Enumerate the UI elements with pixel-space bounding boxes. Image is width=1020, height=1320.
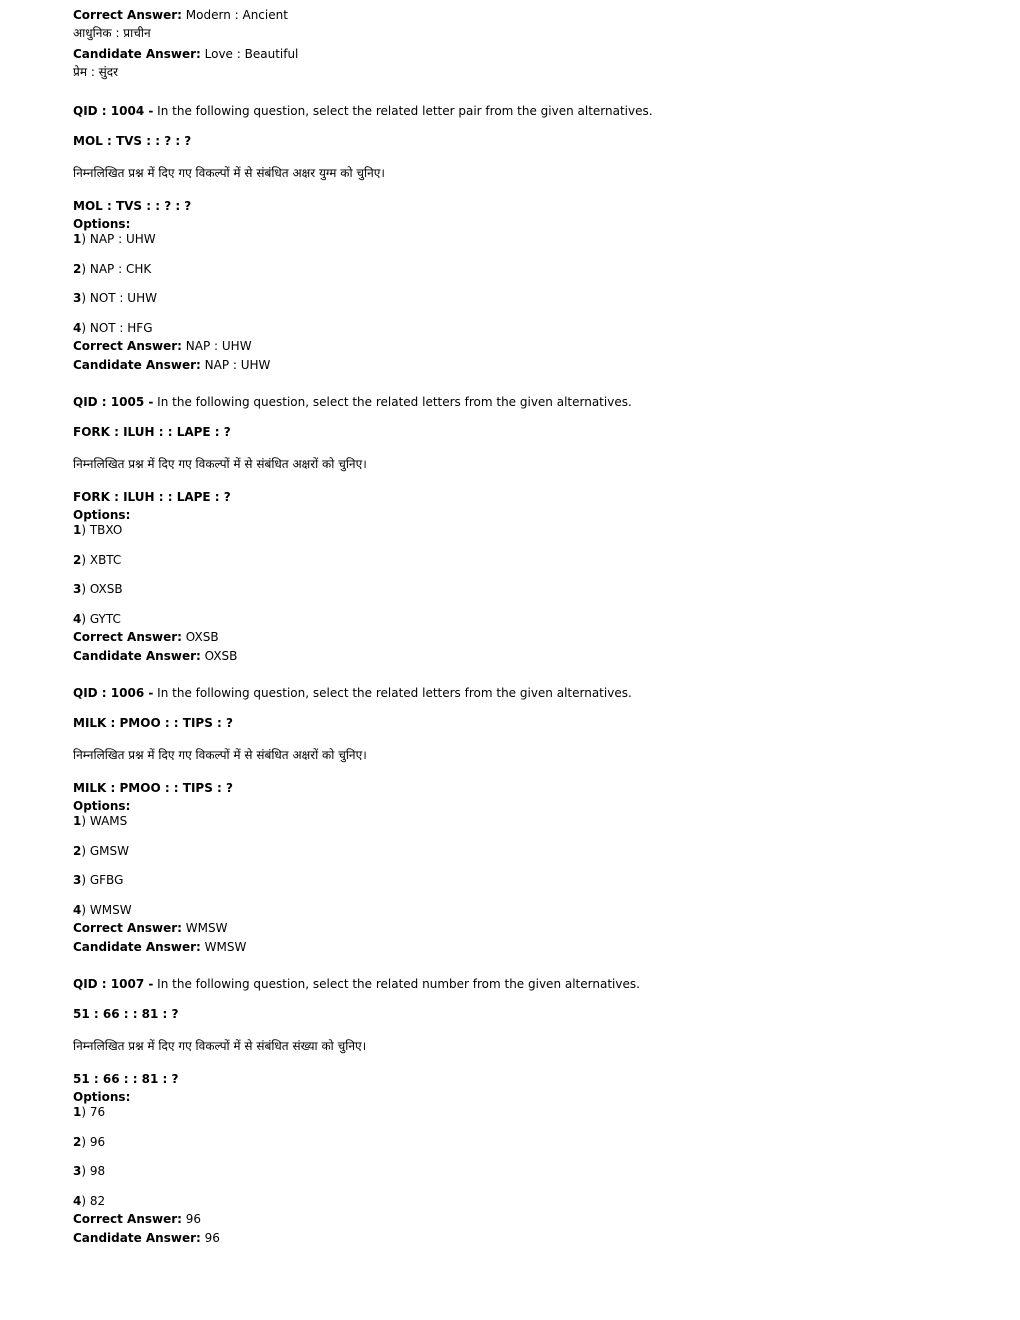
option-number: 1	[73, 814, 82, 828]
candidate-answer	[73, 940, 246, 955]
option-2	[73, 844, 129, 859]
question-prompt-repeat: MOL : TVS : : ? : ?	[73, 199, 192, 213]
correct-answer-label: Correct Answer:	[73, 630, 182, 644]
candidate-answer-label: Candidate Answer:	[73, 358, 201, 372]
correct-answer-value: NAP : UHW	[185, 339, 252, 353]
option-4	[73, 321, 153, 336]
option-number: 4	[73, 903, 82, 917]
question-prompt: 51 : 66 : : 81 : ?	[73, 1007, 179, 1021]
option-3	[73, 582, 123, 597]
option-text: ) 76	[81, 1105, 106, 1119]
correct-answer-value: Modern : Ancient	[185, 8, 288, 22]
option-number: 4	[73, 612, 82, 626]
correct-answer-value: WMSW	[185, 921, 228, 935]
correct-answer	[73, 630, 219, 645]
question-text: In the following question, select the related number from the given alternatives.	[157, 977, 640, 991]
candidate-answer-label: Candidate Answer:	[73, 1231, 201, 1245]
question-text: In the following question, select the related letter pair from the given alternatives.	[157, 104, 653, 118]
qid: QID : 1007 -	[73, 977, 154, 991]
candidate-answer-value: Love : Beautiful	[204, 47, 299, 61]
candidate-answer	[73, 358, 270, 373]
option-text: ) GYTC	[81, 612, 121, 626]
correct-answer	[73, 1212, 201, 1227]
option-1	[73, 523, 122, 538]
option-3	[73, 1164, 105, 1179]
option-text: ) 82	[81, 1194, 106, 1208]
option-1	[73, 1105, 105, 1120]
qid: QID : 1006 -	[73, 686, 154, 700]
candidate-answer-label: Candidate Answer:	[73, 649, 201, 663]
option-3	[73, 873, 123, 888]
correct-answer-value: 96	[185, 1212, 202, 1226]
option-number: 2	[73, 262, 82, 276]
correct-answer-label: Correct Answer:	[73, 8, 182, 22]
option-2	[73, 553, 121, 568]
option-number: 3	[73, 1164, 82, 1178]
prev-correct-answer	[73, 8, 288, 23]
option-text: ) NOT : UHW	[81, 291, 157, 305]
option-number: 1	[73, 1105, 82, 1119]
option-number: 2	[73, 844, 82, 858]
option-number: 4	[73, 1194, 82, 1208]
options-label: Options:	[73, 799, 131, 813]
option-number: 2	[73, 553, 82, 567]
option-text: ) NAP : UHW	[81, 232, 156, 246]
option-number: 3	[73, 291, 82, 305]
question-prompt-repeat: 51 : 66 : : 81 : ?	[73, 1072, 179, 1086]
option-text: ) TBXO	[81, 523, 123, 537]
correct-answer-label: Correct Answer:	[73, 339, 182, 353]
prev-correct-answer-hindi: आधुनिक : प्राचीन	[73, 26, 151, 40]
option-text: ) OXSB	[81, 582, 123, 596]
option-text: ) 98	[81, 1164, 106, 1178]
option-text: ) NOT : HFG	[81, 321, 153, 335]
options-label: Options:	[73, 1090, 131, 1104]
option-text: ) XBTC	[81, 553, 122, 567]
prev-candidate-answer-hindi: प्रेम : सुंदर	[73, 65, 119, 79]
question-prompt: MILK : PMOO : : TIPS : ?	[73, 716, 233, 730]
option-text: ) GMSW	[81, 844, 129, 858]
options-label: Options:	[73, 217, 131, 231]
option-text: ) WMSW	[81, 903, 132, 917]
question-hindi: निम्नलिखित प्रश्न में दिए गए विकल्पों में से संबंधित अक्षर युग्म को चुनिए।	[73, 166, 385, 180]
option-text: ) GFBG	[81, 873, 124, 887]
option-1	[73, 814, 127, 829]
option-4	[73, 1194, 105, 1209]
option-text: ) WAMS	[81, 814, 128, 828]
option-4	[73, 903, 132, 918]
question-prompt-repeat: FORK : ILUH : : LAPE : ?	[73, 490, 231, 504]
question-header	[73, 395, 632, 410]
prev-candidate-answer	[73, 47, 298, 62]
candidate-answer-value: NAP : UHW	[204, 358, 271, 372]
question-hindi: निम्नलिखित प्रश्न में दिए गए विकल्पों में से संबंधित संख्या को चुनिए।	[73, 1039, 367, 1053]
question-prompt: FORK : ILUH : : LAPE : ?	[73, 425, 231, 439]
option-4	[73, 612, 121, 627]
option-2	[73, 262, 151, 277]
option-number: 1	[73, 523, 82, 537]
question-prompt-repeat: MILK : PMOO : : TIPS : ?	[73, 781, 233, 795]
question-header	[73, 977, 640, 992]
question-header	[73, 686, 632, 701]
option-number: 4	[73, 321, 82, 335]
correct-answer	[73, 339, 252, 354]
candidate-answer	[73, 1231, 220, 1246]
candidate-answer-value: 96	[204, 1231, 220, 1245]
correct-answer-value: OXSB	[185, 630, 219, 644]
option-number: 1	[73, 232, 82, 246]
question-hindi: निम्नलिखित प्रश्न में दिए गए विकल्पों में से संबंधित अक्षरों को चुनिए।	[73, 748, 367, 762]
candidate-answer-value: OXSB	[204, 649, 238, 663]
correct-answer-label: Correct Answer:	[73, 921, 182, 935]
candidate-answer-label: Candidate Answer:	[73, 940, 201, 954]
option-number: 3	[73, 873, 82, 887]
question-header	[73, 104, 653, 119]
question-text: In the following question, select the related letters from the given alternatives.	[157, 686, 632, 700]
options-label: Options:	[73, 508, 131, 522]
candidate-answer	[73, 649, 237, 664]
correct-answer	[73, 921, 228, 936]
option-1	[73, 232, 156, 247]
qid: QID : 1004 -	[73, 104, 154, 118]
option-number: 3	[73, 582, 82, 596]
question-prompt: MOL : TVS : : ? : ?	[73, 134, 192, 148]
correct-answer-label: Correct Answer:	[73, 1212, 182, 1226]
question-hindi: निम्नलिखित प्रश्न में दिए गए विकल्पों में से संबंधित अक्षरों को चुनिए।	[73, 457, 367, 471]
question-text: In the following question, select the related letters from the given alternatives.	[157, 395, 632, 409]
option-text: ) 96	[81, 1135, 106, 1149]
qid: QID : 1005 -	[73, 395, 154, 409]
option-text: ) NAP : CHK	[81, 262, 152, 276]
candidate-answer-label: Candidate Answer:	[73, 47, 201, 61]
option-number: 2	[73, 1135, 82, 1149]
candidate-answer-value: WMSW	[204, 940, 247, 954]
option-2	[73, 1135, 105, 1150]
option-3	[73, 291, 157, 306]
